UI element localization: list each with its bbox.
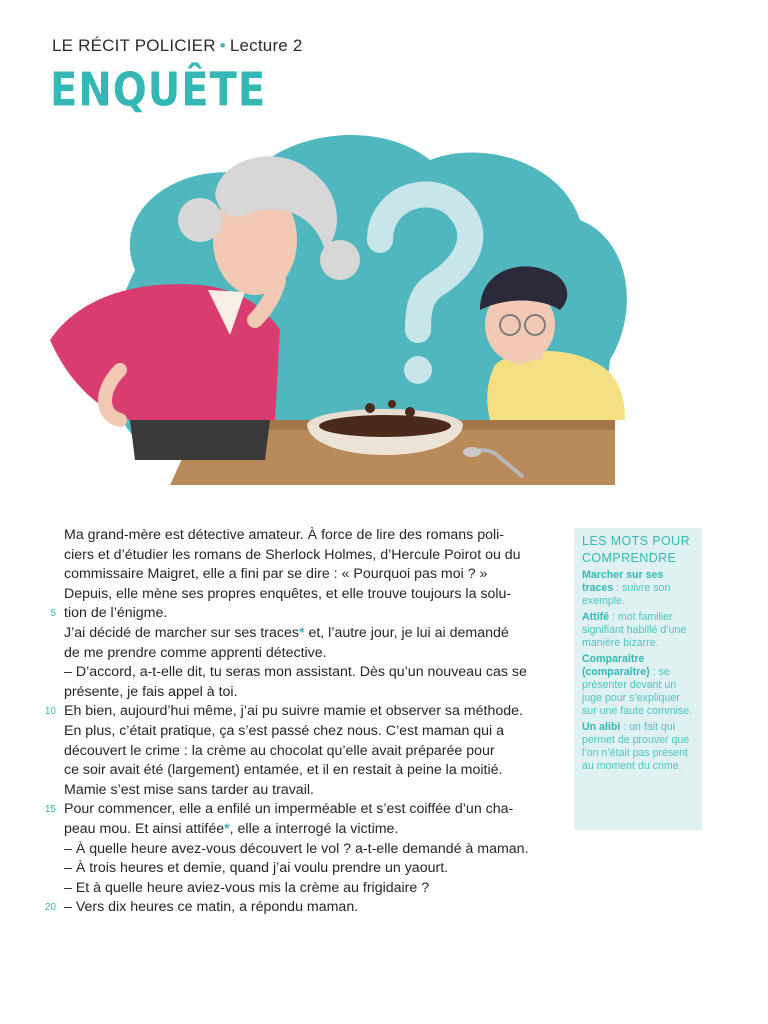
text-line: [64, 683, 548, 703]
line-text: Mamie s’est mise sans tarder au travail.: [64, 781, 314, 798]
line-number: 20: [44, 902, 56, 914]
line-text: Pour commencer, elle a enfilé un imperméable et s’est coiffée d’un cha-: [64, 801, 514, 818]
line-number: 15: [44, 804, 56, 816]
line-text: – Et à quelle heure aviez-vous mis la crème au frigidaire ?: [64, 879, 430, 896]
vocabulary-term: Marcher sur ses traces: [582, 569, 664, 594]
text-line: [44, 800, 548, 820]
vocabulary-entry: [582, 721, 696, 773]
vocabulary-term: Un alibi: [582, 721, 621, 733]
story-paragraph: [44, 526, 548, 918]
text-line: [64, 585, 548, 605]
line-text: ciers et d’étudier les romans de Sherlock Holmes, d’Hercule Poirot ou du: [64, 546, 521, 563]
page-header: [52, 36, 303, 56]
vocabulary-entry: [582, 569, 696, 608]
text-line: [64, 840, 548, 860]
line-text: et, l’autre jour, je lui ai demandé: [304, 624, 509, 641]
line-text: peau mou. Et ainsi attifée: [64, 820, 225, 837]
line-text: présente, je fais appel à toi.: [64, 683, 238, 700]
separator-dot: •: [219, 36, 226, 55]
line-text: Eh bien, aujourd’hui même, j’ai pu suivre mamie et observer sa méthode.: [64, 703, 523, 720]
vocabulary-definition: un fait qui permet de prouver que l’on n’était pas présent au moment du crime.: [582, 721, 690, 772]
vocabulary-definition: se présenter devant un juge pour s’expliquer sur une faute commise.: [582, 666, 693, 717]
line-text: – À quelle heure avez-vous découvert le vol ? a-t-elle demandé à maman.: [64, 840, 529, 857]
line-number: 10: [44, 706, 56, 718]
vocabulary-definition: mot familier signifiant habillé d’une manière bizarre.: [582, 611, 687, 649]
line-text: Ma grand-mère est détective amateur. À force de lire des romans poli-: [64, 527, 505, 543]
text-line: [64, 663, 548, 683]
sidebar-title-line: COMPRENDRE: [582, 551, 677, 565]
line-text: , elle a interrogé la victime.: [229, 820, 399, 837]
line-text: – D’accord, a-t-elle dit, tu seras mon assistant. Dès qu’un nouveau cas se: [64, 664, 527, 681]
text-line: [50, 604, 548, 624]
vocabulary-separator: :: [620, 721, 630, 733]
vocabulary-term: Comparaître (comparaître): [582, 653, 650, 678]
vocabulary-separator: :: [649, 666, 659, 678]
text-line: [64, 879, 548, 899]
section-label: LE RÉCIT POLICIER: [52, 36, 216, 55]
line-text: de me prendre comme apprenti détective.: [64, 644, 327, 661]
footnote-asterisk: *: [224, 820, 230, 837]
line-text: En plus, c’était pratique, ça s’est passé chez nous. C’est maman qui a: [64, 722, 505, 739]
text-line: [64, 820, 548, 840]
text-line: [44, 702, 548, 722]
text-line: [64, 565, 548, 585]
line-text: – À trois heures et demie, quand j’ai voulu prendre un yaourt.: [64, 860, 449, 877]
text-line: [64, 859, 548, 879]
text-line: [64, 644, 548, 664]
story-illustration: [40, 120, 640, 500]
vocabulary-sidebar: [574, 528, 702, 830]
sidebar-title-line: LES MOTS POUR: [582, 534, 690, 548]
vocabulary-definition: suivre son exemple.: [582, 582, 671, 607]
line-number: 5: [50, 608, 56, 620]
text-line: [64, 526, 548, 546]
line-text: J’ai décidé de marcher sur ses traces: [64, 624, 299, 641]
text-line: [64, 546, 548, 566]
text-line: [64, 761, 548, 781]
footnote-asterisk: *: [298, 624, 305, 641]
vocabulary-separator: :: [609, 611, 618, 623]
text-line: [64, 624, 548, 644]
line-text: ce soir avait été (largement) entamée, et il en restait à peine la moitié.: [64, 762, 503, 779]
lesson-label: Lecture 2: [229, 36, 303, 55]
story-text: [44, 526, 548, 918]
text-line: [64, 781, 548, 801]
vocabulary-entry: [582, 611, 696, 650]
vocabulary-separator: :: [613, 582, 623, 594]
line-text: découvert le crime : la crème au chocolat qu’elle avait préparée pour: [64, 742, 495, 759]
text-line: [64, 722, 548, 742]
vocabulary-term: Attifé: [582, 611, 610, 623]
text-line: [44, 898, 548, 918]
page-title: ENQUÊTE: [50, 64, 267, 117]
line-text: tion de l’énigme.: [64, 605, 168, 622]
text-line: [64, 742, 548, 762]
section-header: [52, 36, 303, 56]
vocabulary-entry: [582, 653, 696, 718]
line-text: commissaire Maigret, elle a fini par se dire : « Pourquoi pas moi ? »: [64, 566, 488, 583]
sidebar-title: [582, 533, 696, 567]
line-text: – Vers dix heures ce matin, a répondu maman.: [64, 899, 359, 916]
line-text: Depuis, elle mène ses propres enquêtes, et elle trouve toujours la solu-: [64, 585, 512, 602]
